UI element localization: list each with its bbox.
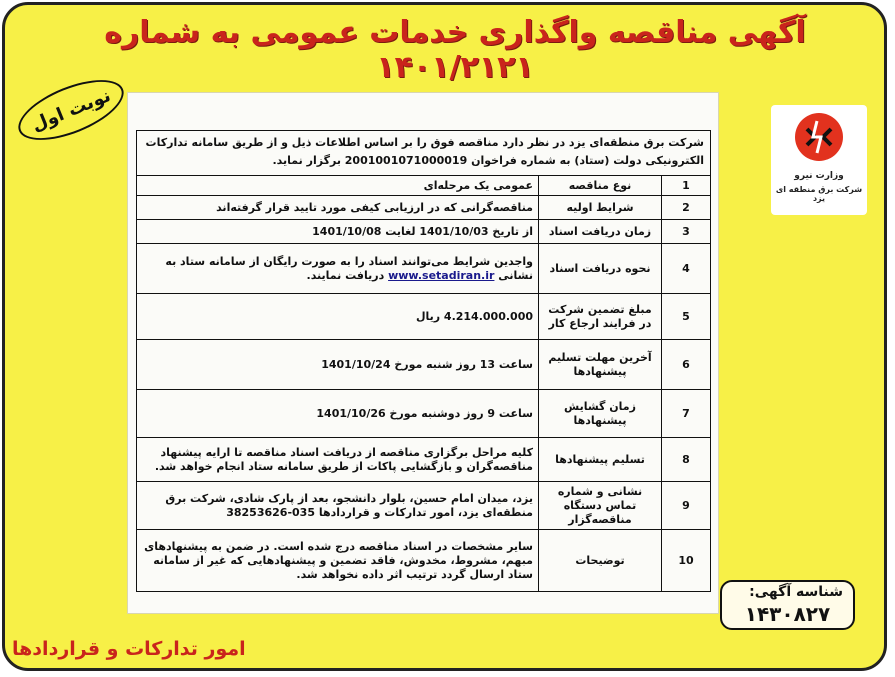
row-number: 1 — [662, 176, 711, 196]
row-value: مناقصه‌گرانی که در ارزیابی کیفی مورد تایید قرار گرفته‌اند — [137, 196, 539, 220]
tender-details-table — [136, 175, 711, 592]
table-row — [137, 294, 711, 340]
row-value: ساعت 9 روز دوشنبه مورخ 1401/10/26 — [137, 390, 539, 438]
table-row — [137, 530, 711, 592]
row-value: یزد، میدان امام حسین، بلوار دانشجو، بعد از پارک شادی، شرکت برق منطقه‌ای یزد، امور تدارکات و قراردادها 035-38253626 — [137, 482, 539, 530]
row-value: 4.214.000.000 ریال — [137, 294, 539, 340]
table-row — [137, 340, 711, 390]
row-number: 10 — [662, 530, 711, 592]
row-number: 6 — [662, 340, 711, 390]
company-logo — [771, 105, 867, 215]
row-number: 5 — [662, 294, 711, 340]
table-row — [137, 482, 711, 530]
row-value-text: واجدین شرایط می‌توانند اسناد را به صورت رایگان از سامانه ستاد به نشانی — [165, 254, 533, 282]
row-value: کلیه مراحل برگزاری مناقصه از دریافت اسناد مناقصه تا ارایه پیشنهاد مناقصه‌گران و بازگشایی پاکات از طریق سامانه ستاد انجام خواهد شد. — [137, 438, 539, 482]
row-value: از تاریخ 1401/10/03 لغایت 1401/10/08 — [137, 220, 539, 244]
row-number: 3 — [662, 220, 711, 244]
row-label: نوع مناقصه — [539, 176, 662, 196]
row-value: عمومی یک مرحله‌ای — [137, 176, 539, 196]
notice-id-value: ۱۴۳۰۸۲۷ — [744, 602, 831, 626]
row-label: تسلیم پیشنهادها — [539, 438, 662, 482]
table-row — [137, 390, 711, 438]
row-label: نشانی و شماره تماس دستگاه مناقصه‌گزار — [539, 482, 662, 530]
row-value — [137, 244, 539, 294]
row-number: 8 — [662, 438, 711, 482]
row-label: آخرین مهلت تسلیم پیشنهادها — [539, 340, 662, 390]
row-number: 9 — [662, 482, 711, 530]
table-row — [137, 438, 711, 482]
row-label: زمان گشایش پیشنهادها — [539, 390, 662, 438]
round-badge: نوبت اول — [10, 68, 131, 153]
row-value: ساعت 13 روز شنبه مورخ 1401/10/24 — [137, 340, 539, 390]
table-row — [137, 176, 711, 196]
notice-id-label: شناسه آگهی: — [749, 584, 843, 600]
table-row — [137, 244, 711, 294]
row-value: سایر مشخصات در اسناد مناقصه درج شده است. در ضمن به پیشنهادهای مبهم، مشروط، مخدوش، فاقد تضمین و پیشنهادهایی که غیر از سامانه ستاد ارسال گردد ترتیب اثر داده نخواهد شد. — [137, 530, 539, 592]
logo-ministry-text: وزارت نیرو — [794, 171, 844, 181]
department-footer: امور تدارکات و قراردادها — [12, 638, 246, 660]
row-value-suffix: دریافت نمایند. — [306, 268, 385, 282]
table-row — [137, 196, 711, 220]
notice-title: آگهی مناقصه واگذاری خدمات عمومی به شماره ۱۴۰۱/۲۱۲۱ — [104, 15, 806, 85]
row-number: 4 — [662, 244, 711, 294]
row-label: توضیحات — [539, 530, 662, 592]
table-row — [137, 220, 711, 244]
row-label: مبلغ تضمین شرکت در فرایند ارجاع کار — [539, 294, 662, 340]
intro-paragraph: شرکت برق منطقه‌ای یزد در نظر دارد مناقصه فوق را بر اساس اطلاعات ذیل و از طریق سامانه تدارکات الکترونیکی دولت (ستاد) به شماره فراخوان 2001001071000019 برگزار نماید. — [136, 130, 711, 176]
row-label: نحوه دریافت اسناد — [539, 244, 662, 294]
row-number: 2 — [662, 196, 711, 220]
logo-company-text: شرکت برق منطقه ای یزد — [775, 185, 863, 203]
setadiran-link[interactable]: www.setadiran.ir — [388, 268, 495, 282]
row-label: زمان دریافت اسناد — [539, 220, 662, 244]
notice-id-box — [720, 580, 855, 630]
row-number: 7 — [662, 390, 711, 438]
row-label: شرایط اولیه — [539, 196, 662, 220]
power-company-logo-icon — [793, 111, 845, 163]
